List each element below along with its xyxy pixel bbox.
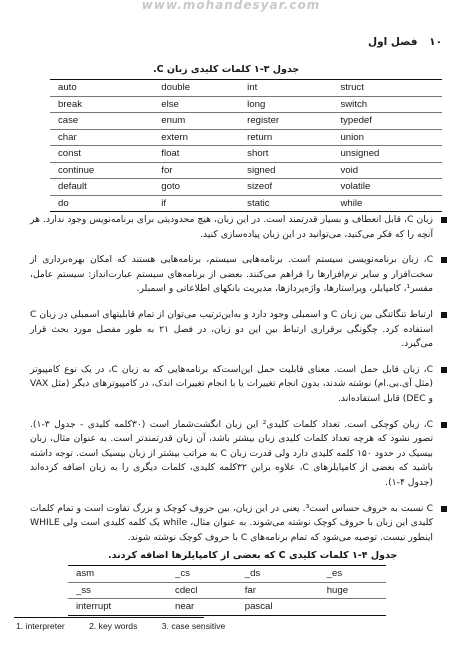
paragraph-text: C، زبان برنامه‌نویسی سیستم است. برنامه‌هایی سیستم، برنامه‌هایی هستند که امکان بهره‌برداری از سخت‌افزار و سایر نرم‌افزارها را فراهم می‌کنند. بعضی از برنامه‌های سیستم عبارت‌انداز: سیستم عامل، مفسر¹، کامپایلر، ویراستارها، واژه‌پردازها، مدیریت بانکهای اطلاعاتی و اسمبلر. xyxy=(30,254,433,295)
paragraph-text: ارتباط تنگاتنگی بین زبان C و اسمبلی وجود دارد و به‌این‌ترتیب می‌توان از تمام قابلیتهای اسمبلی در زبان C استفاده کرد. چگونگی برقراری ارتباط بین این دو زبان، در فصل ۲۱ به طور مفصل مورد بحث قرار می‌گیرد. xyxy=(30,308,433,350)
page-number: ۱۰ xyxy=(429,36,442,48)
table-cell: int xyxy=(239,80,332,97)
paragraph-text: C، زبان قابل حمل است. معنای قابلیت حمل این‌است‌که برنامه‌هایی که به زبان C، در یک نوع کامپیوتر (مثل آی.بی.ام) نوشته شدند، بدون انجام تغییرات یا با انجام تغییرات اندک، در کامپیوترهای دیگر (مثل VAX و DEC) قابل استفاده‌اند. xyxy=(30,363,433,404)
table-cell: struct xyxy=(332,80,442,97)
bullet-icon xyxy=(441,422,447,428)
table-cell: enum xyxy=(153,113,239,130)
page-header xyxy=(368,36,442,48)
table-cell: pascal xyxy=(244,601,273,613)
table-cell: _ds xyxy=(237,566,319,583)
extra-keywords-table xyxy=(68,565,386,616)
table-cell: asm xyxy=(68,566,167,583)
keywords-table xyxy=(50,79,442,212)
table-cell: static xyxy=(247,197,270,209)
paragraph-text: C نسبت به حروف حساس است³. یعنی در این زبان، بین حروف کوچک و بزرگ تفاوت است و تمام کلمات کلیدی این زبان با حروف کوچک نوشته می‌شوند. به عنوان مثال، while یک کلمه کلیدی است ولی WHILE اینطور نیست. توصیه می‌شود که تمام برنامه‌های C با حروف کوچک نوشته شوند. xyxy=(30,502,433,543)
table-row xyxy=(50,129,442,146)
table-cell: double xyxy=(153,80,239,97)
table-cell: for xyxy=(153,162,239,179)
table-row xyxy=(50,162,442,179)
table-cell: return xyxy=(239,129,332,146)
table-row xyxy=(50,113,442,130)
watermark: www.mohandesyar.com xyxy=(141,0,321,12)
table-cell: long xyxy=(239,96,332,113)
table-cell: if xyxy=(161,197,167,209)
table-cell: const xyxy=(50,146,153,163)
table-row xyxy=(50,179,442,196)
footnotes xyxy=(16,621,247,631)
table-row xyxy=(50,80,442,97)
table-cell: do xyxy=(58,197,69,209)
paragraph xyxy=(30,213,447,242)
table-cell: volatile xyxy=(332,179,442,196)
bullet-icon xyxy=(441,312,447,318)
table-cell: case xyxy=(50,113,153,130)
table-cell: union xyxy=(332,129,442,146)
table-row xyxy=(68,566,386,583)
table-row xyxy=(50,96,442,113)
table2-caption: جدول ۴-۱ کلمات کلیدی C که بعضی از کامپایلرها اضافه کردند. xyxy=(108,550,398,561)
table-cell: void xyxy=(332,162,442,179)
bullet-icon xyxy=(441,506,447,512)
bullet-icon xyxy=(441,257,447,263)
paragraph xyxy=(30,363,447,407)
table-cell: continue xyxy=(50,162,153,179)
table-row xyxy=(50,146,442,163)
table-row xyxy=(68,582,386,599)
bullet-icon xyxy=(441,217,447,223)
bullet-icon xyxy=(441,367,447,373)
chapter-title: فصل اول xyxy=(368,36,418,48)
paragraph-text: C، زبان کوچکی است. تعداد کلمات کلیدی² این زبان انگشت‌شمار است (۳۰کلمه کلیدی - جدول ۳-۱). تصور نشود که هرچه تعداد کلمات کلیدی زبان بیشتر باشد، آن زبان قدرتمندتر است. به عنوان مثال، زبان بیسیک در حدود ۱۵۰ کلمه کلیدی دارد ولی قدرت زبان C به مراتب بیشتر از زبان بیسیک است. توجه داشته باشید که بعضی از کامپایلرهای C، علاوه براین ۳۲کلمه کلیدی، کلمات دیگری را به زبان اضافه کرده‌اند (جدول ۴-۱). xyxy=(30,418,434,488)
table-cell xyxy=(319,599,386,616)
table-cell: interrupt xyxy=(76,601,112,613)
table-cell: cdecl xyxy=(167,582,237,599)
footnote: 2. key words xyxy=(89,621,138,631)
table-cell: huge xyxy=(319,582,386,599)
table-cell: near xyxy=(175,601,195,613)
table-cell: goto xyxy=(153,179,239,196)
footnote: 3. case sensitive xyxy=(161,621,226,631)
table-cell: auto xyxy=(50,80,153,97)
table-cell: unsigned xyxy=(332,146,442,163)
table-cell: short xyxy=(239,146,332,163)
table-cell: _ss xyxy=(68,582,167,599)
table-cell: _es xyxy=(319,566,386,583)
table-cell: extern xyxy=(153,129,239,146)
table-cell: break xyxy=(50,96,153,113)
table-cell: switch xyxy=(332,96,442,113)
table-row xyxy=(68,599,386,616)
table-cell: register xyxy=(239,113,332,130)
paragraph xyxy=(30,418,447,491)
table-cell: far xyxy=(237,582,319,599)
table-cell: float xyxy=(153,146,239,163)
table-cell: default xyxy=(50,179,153,196)
paragraph xyxy=(30,308,447,352)
paragraph-text: زبان C، قابل انعطاف و بسیار قدرتمند است. در این زبان، هیچ محدودیتی برای برنامه‌نویس وجود ندارد. هر آنچه را که فکر می‌کنید، می‌توانید در این زبان پیاده‌سازی کنید. xyxy=(30,214,433,240)
table-cell: while xyxy=(340,197,363,209)
table-cell: typedef xyxy=(332,113,442,130)
table-cell: _cs xyxy=(167,566,237,583)
table-cell: char xyxy=(50,129,153,146)
paragraph xyxy=(30,502,447,546)
table-cell: sizeof xyxy=(239,179,332,196)
table-cell: else xyxy=(153,96,239,113)
paragraph xyxy=(30,253,447,297)
table1-caption: جدول ۳-۱ کلمات کلیدی زبان C. xyxy=(153,64,300,75)
footnote-divider xyxy=(14,617,204,618)
footnote: 1. interpreter xyxy=(16,621,65,631)
table-cell: signed xyxy=(239,162,332,179)
table-row xyxy=(50,195,442,212)
body-text xyxy=(30,213,447,556)
